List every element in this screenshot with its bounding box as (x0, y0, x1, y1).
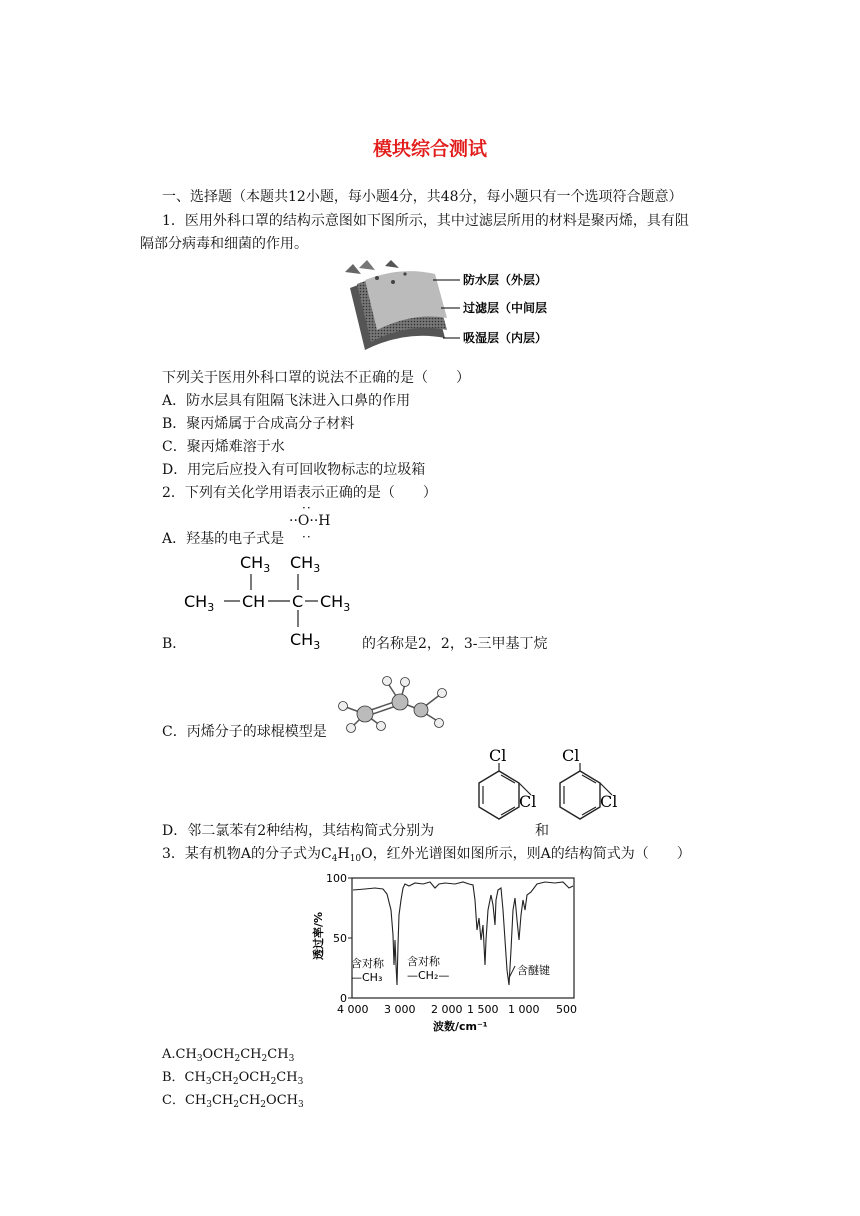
svg-text:CH3: $CH_3$ (290, 553, 321, 575)
label-filter-layer: 过滤层（中间层 (463, 301, 548, 315)
q1-stem-line2: 隔部分病毒和细菌的作用。 (140, 236, 308, 252)
q3-option-b: B．$CH_3CH_2OCH_2CH_3$ (162, 1070, 304, 1087)
q2-option-d: D．邻二氯苯有2种结构，其结构简式分别为 (162, 823, 435, 839)
svg-text:CH: CH (242, 592, 266, 611)
q2-option-d-and: 和 (535, 823, 549, 839)
svg-text:CH3: $CH_3$ (290, 630, 321, 650)
electron-dots-top: ·· (302, 501, 312, 515)
q3-stem: 3．某有机物A的分子式为$C_4H_{10}O$，红外光谱图如图所示，则A的结构简式为（ ） (162, 846, 691, 864)
dichlorobenzene-structure-1 (455, 745, 545, 837)
q3-option-a: $A.CH_3OCH_2CH_2CH_3$ (162, 1047, 295, 1064)
page-title: 模块综合测试 (372, 138, 487, 160)
annotation-ch3: 含对称—CH₃ (351, 957, 384, 984)
svg-text:2 000: 2 000 (431, 1003, 463, 1016)
svg-text:4 000: 4 000 (337, 1003, 369, 1016)
q2-option-c: C．丙烯分子的球棍模型是 (162, 724, 327, 740)
ytick-0: 0 (340, 992, 347, 1005)
ytick-50: 50 (333, 932, 347, 945)
svg-text:Cl: Cl (562, 746, 580, 765)
svg-text:CH3: $CH_3$ (240, 553, 271, 575)
ir-spectrum-chart (305, 870, 590, 1040)
hydroxyl-electron-formula: ··O··H (289, 513, 331, 529)
q1-option-d: D．用完后应投入有可回收物标志的垃圾箱 (162, 462, 426, 478)
svg-text:CH3: $CH_3$ (320, 592, 351, 614)
q1-option-a: A．防水层具有阻隔飞沫进入口鼻的作用 (162, 393, 411, 409)
svg-text:1 000: 1 000 (508, 1003, 540, 1016)
svg-text:1 500: 1 500 (467, 1003, 499, 1016)
svg-text:Cl: Cl (600, 792, 618, 811)
label-waterproof-layer: 防水层（外层） (463, 273, 548, 287)
svg-text:Cl: Cl (519, 792, 537, 811)
label-absorb-layer: 吸湿层（内层） (463, 331, 548, 345)
svg-text:500: 500 (556, 1003, 577, 1016)
svg-text:3 000: 3 000 (384, 1003, 416, 1016)
annotation-ch2: 含对称—CH₂— (407, 955, 450, 982)
q1-option-b: B．聚丙烯属于合成高分子材料 (162, 416, 355, 432)
svg-text:C: C (292, 592, 304, 611)
y-axis-label: 透过率/% (312, 911, 325, 960)
dichlorobenzene-structure-2 (550, 745, 640, 837)
q3-option-c: C．$CH_3CH_2CH_2OCH_3$ (162, 1093, 304, 1110)
q2-stem: 2．下列有关化学用语表示正确的是（ ） (162, 485, 437, 501)
svg-text:Cl: Cl (489, 746, 507, 765)
q2-option-b-label: B． (162, 636, 187, 652)
mask-structure-diagram (335, 260, 565, 360)
q2-option-a: A．羟基的电子式是 (162, 531, 285, 547)
ytick-100: 100 (326, 872, 347, 885)
section-heading: 一、选择题（本题共12小题，每小题4分，共48分，每小题只有一个选项符合题意） (162, 189, 683, 205)
propene-ball-stick-model (335, 672, 455, 734)
svg-text:CH3: $CH_3$ (184, 592, 215, 614)
q2-option-b-text: 的名称是2，2，3-三甲基丁烷 (362, 636, 548, 652)
electron-dots-bottom: ·· (302, 530, 312, 544)
q1-stem-line1: 1．医用外科口罩的结构示意图如下图所示，其中过滤层所用的材料是聚丙烯，具有阻 (162, 213, 689, 229)
q1-prompt: 下列关于医用外科口罩的说法不正确的是（ ） (162, 370, 470, 386)
q1-option-c: C．聚丙烯难溶于水 (162, 439, 285, 455)
x-axis-label: 波数/cm⁻¹ (433, 1020, 488, 1033)
annotation-ether: 含醚键 (517, 964, 550, 977)
trimethylbutane-structure (180, 550, 370, 650)
